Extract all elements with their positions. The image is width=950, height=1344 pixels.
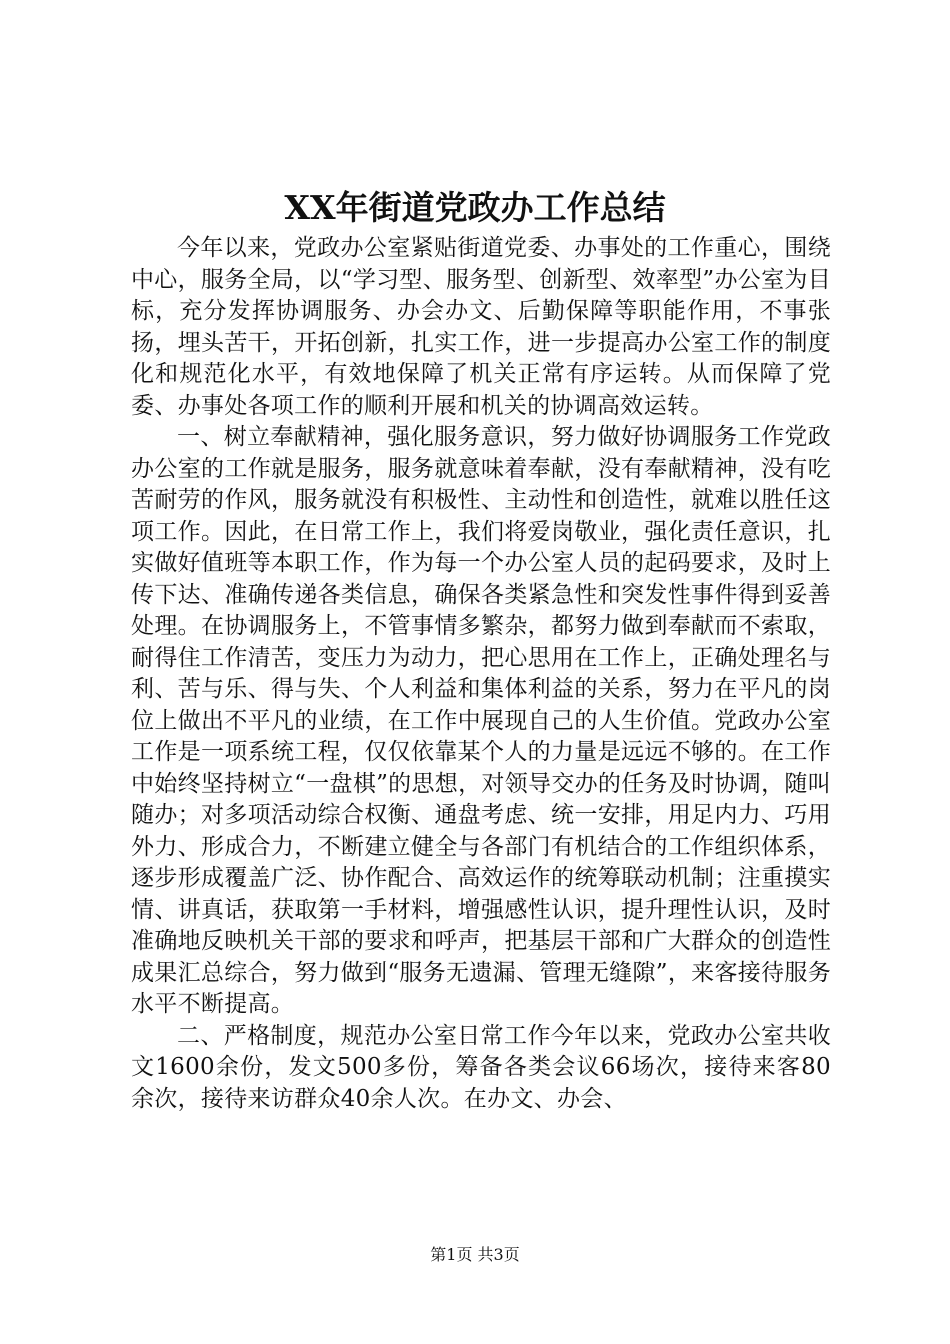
document-body [131,233,831,1115]
paragraph-section-2: 二、严格制度，规范办公室日常工作今年以来，党政办公室共收文1600余份，发文500多份，筹备各类会议66场次，接待来客80余次，接待来访群众40余人次。在办文、办会、 [131,1022,831,1112]
paragraph-section-1: 一、树立奉献精神，强化服务意识，努力做好协调服务工作党政办公室的工作就是服务，服务就意味着奉献，没有奉献精神，没有吃苦耐劳的作风，服务就没有积极性、主动性和创造性，就难以胜任这项工作。因此，在日常工作上，我们将爱岗敬业，强化责任意识，扎实做好值班等本职工作，作为每一个办公室人员的起码要求，及时上传下达、准确传递各类信息，确保各类紧急性和突发性事件得到妥善处理。在协调服务上，不管事情多繁杂，都努力做到奉献而不索取，耐得住工作清苦，变压力为动力，把心思用在工作上，正确处理名与利、苦与乐、得与失、个人利益和集体利益的关系，努力在平凡的岗位上做出不平凡的业绩，在工作中展现自己的人生价值。党政办公室工作是一项系统工程，仅仅依靠某个人的力量是远远不够的。在工作中始终坚持树立“一盘棋”的思想，对领导交办的任务及时协调，随叫随办；对多项活动综合权衡、通盘考虑、统一安排，用足内力、巧用外力、形成合力，不断建立健全与各部门有机结合的工作组织体系，逐步形成覆盖广泛、协作配合、高效运作的统筹联动机制；注重摸实情、讲真话，获取第一手材料，增强感性认识，提升理性认识，及时准确地反映机关干部的要求和呼声，把基层干部和广大群众的创造性成果汇总综合，努力做到“服务无遗漏、管理无缝隙”，来客接待服务水平不断提高。 [131,424,831,1017]
paragraph-intro: 今年以来，党政办公室紧贴街道党委、办事处的工作重心，围绕中心，服务全局，以“学习型、服务型、创新型、效率型”办公室为目标，充分发挥协调服务、办会办文、后勤保障等职能作用，不事张扬，埋头苦干，开拓创新，扎实工作，进一步提高办公室工作的制度化和规范化水平，有效地保障了机关正常有序运转。从而保障了党委、办事处各项工作的顺利开展和机关的协调高效运转。 [131,235,831,419]
document-title: XX年街道党政办工作总结 [284,188,666,227]
page-number-footer: 第1页 共3页 [430,1245,520,1264]
